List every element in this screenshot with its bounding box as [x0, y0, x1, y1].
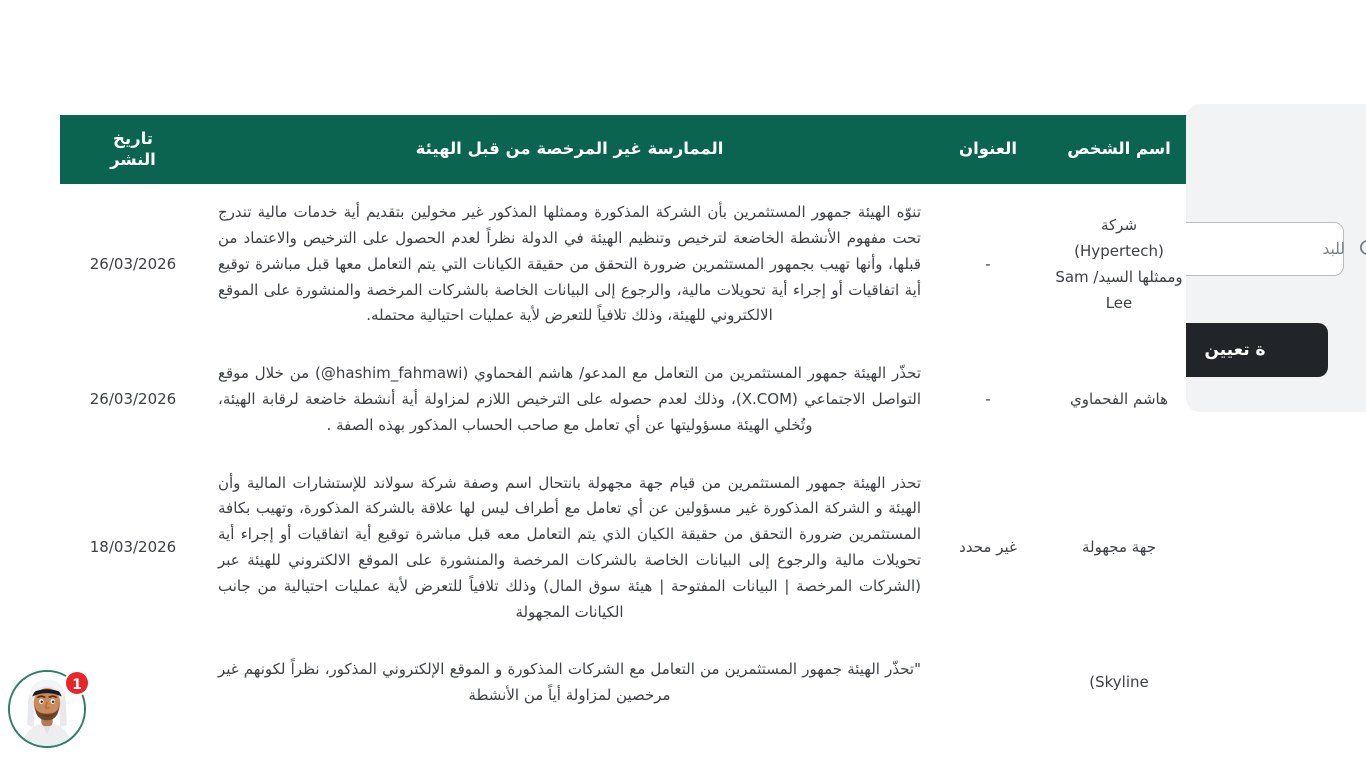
- column-header-title[interactable]: العنوان: [933, 115, 1043, 184]
- cell-person: شركة (Hypertech) وممثلها السيد/ Sam Lee: [1043, 184, 1195, 345]
- table-header-row: [60, 115, 1195, 184]
- search-box[interactable]: [1186, 222, 1344, 276]
- cell-practice: تنوّه الهيئة جمهور المستثمرين بأن الشركة المذكورة وممثلها المذكور غير مخولين بتقديم أية خدمات مالية تندرج تحت مفهوم الأنشطة الخاضعة لترخيص وتنظيم الهيئة في الدولة نظراً لعدم الحصول على الترخيص والاعتماد من قبلها، وأنها تهيب بجمهور المستثمرين ضرورة التحقق من حقيقة الكيانات التي يتم التعامل معها قبل مباشرة توقيع أية اتفاقيات أو إجراء أية تحويلات مالية، والرجوع إلى البيانات الخاصة بالشركات المرخصة والمنشورة على الموقع الالكتروني للهيئة، وذلك تلافياً للتعرض لأية عمليات احتيالية محتمله.: [206, 184, 933, 345]
- column-header-publish-date[interactable]: [60, 115, 206, 184]
- cell-person: هاشم الفحماوي: [1043, 345, 1195, 454]
- table-row[interactable]: [60, 184, 1195, 345]
- table-body: [60, 184, 1195, 725]
- column-header-person[interactable]: اسم الشخص: [1043, 115, 1195, 184]
- search-input[interactable]: [1186, 240, 1345, 258]
- cell-practice: تحذّر الهيئة جمهور المستثمرين من التعامل مع المدعو/ هاشم الفحماوي (hashim_fahmawi@) من خلال موقع التواصل الاجتماعي (X.COM)، وذلك لعدم حصوله على الترخيص اللازم لمزاولة أية أنشطة خاضعة لرقابة الهيئة، وتُخلي الهيئة مسؤوليتها عن أي تعامل مع صاحب الحساب المذكور بهذه الصفة .: [206, 345, 933, 454]
- column-header-practice[interactable]: الممارسة غير المرخصة من قبل الهيئة: [206, 115, 933, 184]
- table-row[interactable]: [60, 455, 1195, 642]
- cell-title: -: [933, 345, 1043, 454]
- cell-publish-date: 26/03/2026: [60, 184, 206, 345]
- table-header: [60, 115, 1195, 184]
- cell-practice: "تحذّر الهيئة جمهور المستثمرين من التعامل مع الشركات المذكورة و الموقع الإلكتروني المذكور، نظراً لكونهم غير مرخصين لمزاولة أياً من الأنشطة: [206, 641, 933, 725]
- chat-unread-badge: 1: [64, 670, 90, 696]
- cell-title: -: [933, 184, 1043, 345]
- cell-publish-date: 18/03/2026: [60, 455, 206, 642]
- cell-practice: تحذر الهيئة جمهور المستثمرين من قيام جهة مجهولة بانتحال اسم وصفة شركة سولاند للإستشارات المالية وأن الهيئة و الشركة المذكورة غير مسؤولين عن أي تعامل مع أطراف ليس لها علاقة بالشركة المذكورة، وتهيب بكافة المستثمرين ضرورة التحقق من حقيقة الكيان الذي يتم التعامل معه قبل مباشرة توقيع أية اتفاقيات أو إجراء أية تحويلات مالية والرجوع إلى البيانات الخاصة بالشركات المرخصة والمنشورة على الموقع الالكتروني للهيئة عبر (الشركات المرخصة | البيانات المفتوحة | هيئة سوق المال) وذلك تلافياً للتعرض لأية عمليات احتيالية من جانب الكيانات المجهولة: [206, 455, 933, 642]
- cell-person: Skyline): [1043, 641, 1195, 725]
- column-header-publish-date-line2: النشر: [110, 149, 156, 169]
- search-icon[interactable]: [1357, 237, 1366, 261]
- chat-widget[interactable]: [8, 670, 90, 752]
- cell-title: غير محدد: [933, 455, 1043, 642]
- side-panel: [1186, 104, 1366, 412]
- unlicensed-practice-table-wrapper: [60, 115, 1195, 725]
- table-row[interactable]: [60, 641, 1195, 725]
- table-row[interactable]: [60, 345, 1195, 454]
- unlicensed-practice-table: [60, 115, 1195, 725]
- cell-publish-date: 26/03/2026: [60, 345, 206, 454]
- cell-title: [933, 641, 1043, 725]
- assign-button[interactable]: ة تعيين: [1186, 323, 1328, 377]
- column-header-publish-date-line1: تاريخ: [113, 129, 153, 148]
- cell-person: جهة مجهولة: [1043, 455, 1195, 642]
